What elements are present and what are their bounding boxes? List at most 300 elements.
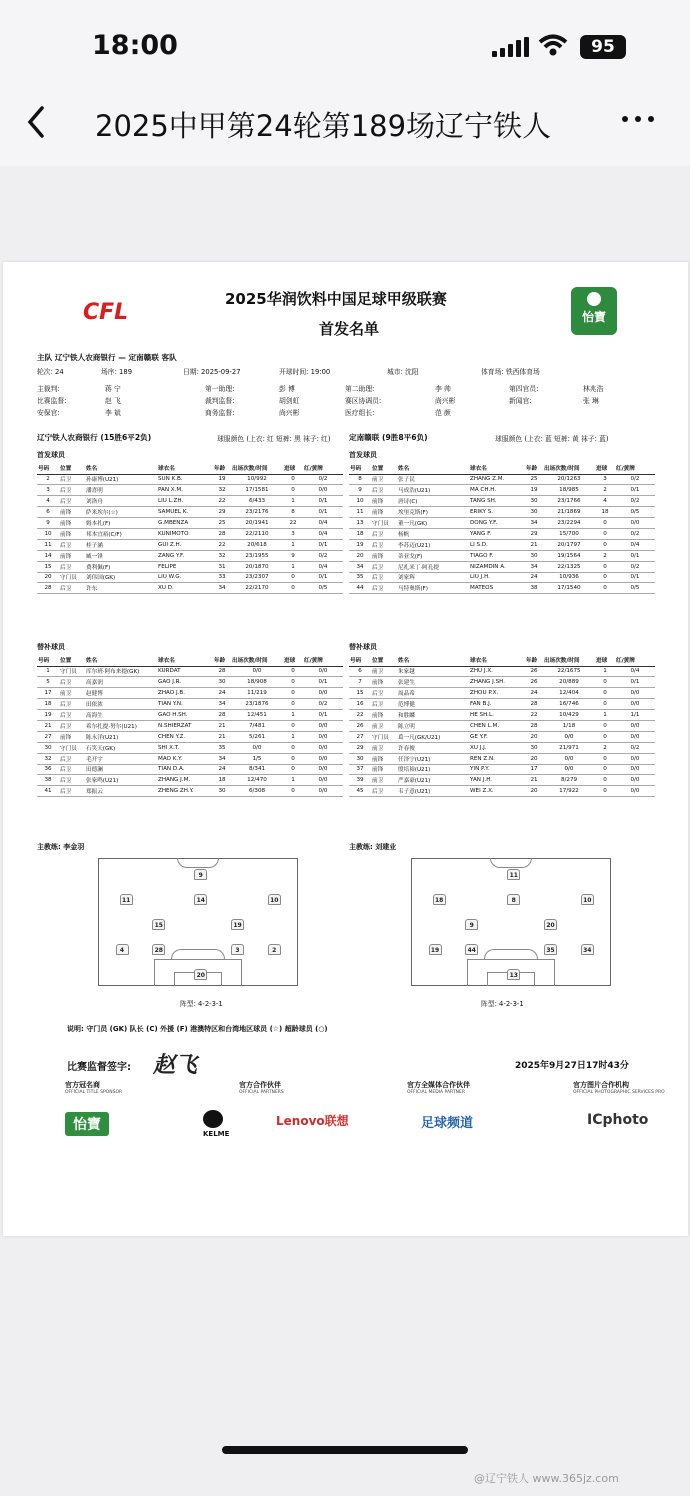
table-cell: 30	[525, 507, 543, 518]
table-row	[349, 677, 655, 688]
table-cell: 32	[213, 485, 231, 496]
table-row	[37, 550, 343, 561]
table-cell: 2	[595, 742, 615, 753]
table-cell: 前锋	[59, 550, 85, 561]
more-icon[interactable]	[622, 116, 654, 122]
document-title: 2025华润饮料中国足球甲级联赛	[225, 290, 447, 308]
table-cell: 前锋	[59, 731, 85, 742]
player-shirt-icon: 2	[268, 944, 281, 955]
table-cell: 0/0	[615, 518, 655, 529]
table-row	[349, 742, 655, 753]
table-cell: 38	[37, 775, 59, 786]
column-header: 红/黄牌	[615, 655, 655, 666]
table-cell: 19/1564	[543, 550, 595, 561]
player-shirt-icon: 20	[544, 919, 557, 930]
table-cell: 0/2	[615, 742, 655, 753]
table-row	[37, 583, 343, 594]
table-cell: 22	[213, 539, 231, 550]
table-cell: 34	[213, 699, 231, 710]
table-cell: 5/261	[231, 731, 283, 742]
table-cell: DONG Y.F.	[469, 518, 525, 529]
table-cell: 0/1	[303, 677, 343, 688]
table-cell: 33	[213, 572, 231, 583]
table-cell: 9	[349, 485, 371, 496]
table-cell: 0	[595, 720, 615, 731]
table-cell: 0/2	[615, 474, 655, 485]
table-cell: 2	[595, 550, 615, 561]
table-cell: 21	[213, 720, 231, 731]
table-cell: 高海生	[85, 710, 157, 721]
table-cell: 毛开宇	[85, 753, 157, 764]
table-cell: 前卫	[371, 474, 397, 485]
column-header: 姓名	[397, 463, 469, 474]
table-cell: 23/2294	[543, 518, 595, 529]
table-cell: 44	[349, 583, 371, 594]
table-cell: 12/451	[231, 710, 283, 721]
table-cell: 10	[349, 496, 371, 507]
table-cell: 守门员	[371, 518, 397, 529]
table-cell: 0/2	[303, 699, 343, 710]
table-cell: 0/0	[615, 775, 655, 786]
away-starters-table	[349, 463, 655, 594]
table-cell: 25	[525, 474, 543, 485]
table-cell: 30	[525, 550, 543, 561]
status-time: 18:00	[92, 30, 178, 61]
table-cell: 0/0	[303, 731, 343, 742]
table-cell: TIAGO F.	[469, 550, 525, 561]
player-shirt-icon: 11	[120, 894, 133, 905]
column-header: 进球	[283, 655, 303, 666]
table-cell: 库尔班·阿布来提(GK)	[85, 666, 157, 677]
table-cell: 13	[349, 518, 371, 529]
table-cell: 后卫	[59, 677, 85, 688]
table-cell: 2	[37, 474, 59, 485]
table-cell: 邦本宜裕(C/F)	[85, 528, 157, 539]
table-row	[349, 550, 655, 561]
table-cell: 14	[37, 550, 59, 561]
table-cell: 3	[283, 528, 303, 539]
column-header: 进球	[595, 463, 615, 474]
table-cell: 29	[349, 742, 371, 753]
table-cell: 0	[595, 688, 615, 699]
player-shirt-icon: 11	[507, 869, 520, 880]
table-cell: SUN K.B.	[157, 474, 213, 485]
table-cell: 1	[37, 666, 59, 677]
column-header: 红/黄牌	[615, 463, 655, 474]
official-label: 第二助理:	[345, 385, 375, 393]
table-cell: 前卫	[371, 666, 397, 677]
table-cell: 潘喜明	[85, 485, 157, 496]
table-cell: MA CH.H.	[469, 485, 525, 496]
home-formation-pitch	[98, 858, 298, 986]
table-cell: 许春俊	[397, 742, 469, 753]
table-cell: 刘伟国(GK)	[85, 572, 157, 583]
table-cell: 后卫	[371, 485, 397, 496]
partner-label-en: OFFICIAL TITLE SPONSOR	[65, 1090, 123, 1095]
table-cell: 田依浓	[85, 699, 157, 710]
sponsor-logo: 怡寶	[571, 287, 617, 335]
table-cell: 1/1	[615, 710, 655, 721]
table-cell: 6/308	[231, 786, 283, 797]
player-shirt-icon: 19	[429, 944, 442, 955]
table-cell: 3	[37, 485, 59, 496]
table-cell: 22	[525, 710, 543, 721]
table-cell: 唐诗(C)	[397, 496, 469, 507]
table-cell: 马成浩(U21)	[397, 485, 469, 496]
table-cell: 20	[37, 572, 59, 583]
table-row	[37, 699, 343, 710]
player-shirt-icon: 3	[231, 944, 244, 955]
match-info-item: 城市: 沈阳	[387, 368, 419, 376]
official-value: 张 琳	[583, 397, 599, 405]
table-row	[349, 764, 655, 775]
table-cell: 后卫	[59, 710, 85, 721]
table-cell: 15	[349, 688, 371, 699]
table-cell: 0/5	[615, 583, 655, 594]
table-row	[37, 753, 343, 764]
table-cell: ZHENG ZH.Y.	[157, 786, 213, 797]
penalty-arc	[484, 949, 538, 959]
table-cell: 20/1941	[231, 518, 283, 529]
table-cell: 后卫	[59, 474, 85, 485]
table-cell: 27	[349, 731, 371, 742]
table-row	[37, 764, 343, 775]
table-cell: 前卫	[371, 742, 397, 753]
table-cell: 0	[283, 677, 303, 688]
table-cell: 陈永洋(U21)	[85, 731, 157, 742]
table-cell: 17	[37, 688, 59, 699]
table-cell: 0/0	[615, 753, 655, 764]
official-label: 主裁判:	[37, 385, 60, 393]
away-formation: 阵型: 4-2-3-1	[481, 1000, 524, 1008]
table-cell: 35	[349, 572, 371, 583]
match-info-item: 开球时间: 19:00	[279, 368, 331, 376]
table-cell: 0	[283, 753, 303, 764]
battery-icon: 95	[580, 35, 626, 59]
table-cell: REN Z.N.	[469, 753, 525, 764]
table-cell: 0/0	[615, 731, 655, 742]
table-cell: ZHANG Z.M.	[469, 474, 525, 485]
match-info-item: 日期: 2025-09-27	[183, 368, 241, 376]
home-starters-label: 首发球员	[37, 451, 65, 459]
table-cell: 0	[595, 764, 615, 775]
table-cell: 0	[595, 699, 615, 710]
table-cell: GAO H.SH.	[157, 710, 213, 721]
table-cell: 23/1876	[231, 699, 283, 710]
table-cell: 0/4	[303, 528, 343, 539]
table-cell: 0/0	[231, 742, 283, 753]
table-cell: 19	[349, 539, 371, 550]
back-arrow-icon[interactable]	[20, 102, 56, 142]
table-cell: 0/0	[231, 666, 283, 677]
table-cell: 1/5	[231, 753, 283, 764]
table-cell: 0	[595, 786, 615, 797]
table-cell: 0/0	[615, 764, 655, 775]
table-cell: 0	[595, 753, 615, 764]
table-cell: 范博健	[397, 699, 469, 710]
table-cell: GAO J.R.	[157, 677, 213, 688]
table-cell: KUNIMOTO	[157, 528, 213, 539]
table-row	[349, 561, 655, 572]
official-label: 新闻官:	[509, 397, 532, 405]
table-cell: 11/219	[231, 688, 283, 699]
table-cell: 董一凡(GK)	[397, 518, 469, 529]
table-cell: 34	[525, 561, 543, 572]
table-cell: 30	[349, 753, 371, 764]
partner-label-en: OFFICIAL PHOTOGRAPHIC SERVICES PRO	[573, 1090, 665, 1095]
table-cell: 10/429	[543, 710, 595, 721]
table-cell: 45	[349, 786, 371, 797]
table-cell: 前锋	[59, 507, 85, 518]
table-cell: 1	[283, 539, 303, 550]
column-header: 出场次数/时间	[231, 463, 283, 474]
column-header: 号码	[349, 655, 371, 666]
official-label: 商务监督:	[205, 409, 235, 417]
table-cell: 8	[283, 507, 303, 518]
column-header: 红/黄牌	[303, 463, 343, 474]
table-cell: 0	[595, 583, 615, 594]
table-cell: 15/700	[543, 528, 595, 539]
table-row	[349, 699, 655, 710]
table-cell: 后卫	[59, 539, 85, 550]
table-cell: 34	[213, 753, 231, 764]
table-cell: 和胜麟	[397, 710, 469, 721]
table-cell: 1	[283, 710, 303, 721]
table-cell: 0/0	[303, 753, 343, 764]
table-cell: ERIKY S.	[469, 507, 525, 518]
table-cell: 守门员	[371, 731, 397, 742]
table-cell: 19	[37, 710, 59, 721]
column-header: 位置	[371, 463, 397, 474]
home-kit-colors: 球服颜色 (上衣: 红 短裤: 黑 袜子: 红)	[217, 435, 331, 443]
partner-label: 官方合作伙伴	[239, 1081, 281, 1089]
table-cell: 16/746	[543, 699, 595, 710]
table-cell: 17/1540	[543, 583, 595, 594]
table-cell: 1	[283, 731, 303, 742]
table-cell: 3	[595, 474, 615, 485]
partner-label: 官方冠名商	[65, 1081, 100, 1089]
table-cell: 32	[37, 753, 59, 764]
table-cell: 守门员	[59, 572, 85, 583]
page-title: 2025中甲第24轮第189场辽宁铁人	[95, 109, 552, 143]
table-cell: 21	[37, 720, 59, 731]
table-cell: 费利佩(F)	[85, 561, 157, 572]
table-cell: KURDAT	[157, 666, 213, 677]
table-cell: 0/0	[543, 764, 595, 775]
table-cell: 18	[595, 507, 615, 518]
away-subs-table	[349, 655, 655, 797]
table-cell: 前锋	[59, 518, 85, 529]
partner-label-en: OFFICIAL PARTNERS	[239, 1090, 284, 1095]
table-row	[37, 688, 343, 699]
table-cell: 0/1	[615, 485, 655, 496]
table-cell: 28	[213, 710, 231, 721]
table-cell: 0	[595, 539, 615, 550]
table-row	[37, 518, 343, 529]
table-row	[37, 775, 343, 786]
match-info-item: 体育场: 铁西体育场	[481, 368, 540, 376]
supervisor-signature: 赵飞	[153, 1052, 198, 1078]
table-cell: 11	[349, 507, 371, 518]
table-cell: SHI X.T.	[157, 742, 213, 753]
table-cell: 前卫	[371, 775, 397, 786]
table-cell: 0/2	[303, 474, 343, 485]
table-cell: 5	[37, 677, 59, 688]
away-team-name: 定南赣联 (9胜8平6负)	[349, 433, 428, 442]
cellular-signal-icon	[492, 37, 529, 57]
table-row	[349, 583, 655, 594]
table-cell: 0	[595, 572, 615, 583]
table-cell: ZHANG J.SH.	[469, 677, 525, 688]
table-cell: 许东	[85, 583, 157, 594]
table-cell: 0	[283, 583, 303, 594]
table-cell: 22	[283, 518, 303, 529]
table-cell: G.MBENZA	[157, 518, 213, 529]
table-row	[349, 572, 655, 583]
column-header: 进球	[595, 655, 615, 666]
table-cell: 20	[349, 550, 371, 561]
home-subs-label: 替补球员	[37, 643, 65, 651]
table-cell: 26	[349, 720, 371, 731]
table-cell: 0	[283, 786, 303, 797]
table-cell: GE Y.F.	[469, 731, 525, 742]
table-cell: 0/0	[303, 485, 343, 496]
table-cell: 37	[349, 764, 371, 775]
table-row	[349, 775, 655, 786]
table-cell: ZHOU P.X.	[469, 688, 525, 699]
player-shirt-icon: 18	[433, 894, 446, 905]
table-cell: 21/1869	[543, 507, 595, 518]
table-cell: GUI Z.H.	[157, 539, 213, 550]
table-cell: 19	[213, 474, 231, 485]
top-arc	[490, 858, 532, 868]
top-arc	[177, 858, 219, 868]
table-row	[37, 720, 343, 731]
column-header: 红/黄牌	[303, 655, 343, 666]
table-row	[37, 742, 343, 753]
table-cell: 0/0	[303, 786, 343, 797]
column-header: 位置	[59, 655, 85, 666]
table-cell: 后卫	[59, 699, 85, 710]
table-cell: 24	[213, 764, 231, 775]
table-cell: 34	[525, 518, 543, 529]
table-row	[349, 753, 655, 764]
table-cell: 6/433	[231, 496, 283, 507]
table-cell: 12/470	[231, 775, 283, 786]
table-row	[37, 677, 343, 688]
table-cell: TIAN D.A.	[157, 764, 213, 775]
away-formation-pitch	[411, 858, 611, 986]
table-row	[349, 485, 655, 496]
official-label: 医疗组长:	[345, 409, 375, 417]
table-cell: 8/279	[543, 775, 595, 786]
table-row	[37, 485, 343, 496]
table-row	[349, 710, 655, 721]
table-cell: 陈立明	[397, 720, 469, 731]
table-cell: LIU W.G.	[157, 572, 213, 583]
table-cell: 24	[213, 688, 231, 699]
player-shirt-icon: 4	[116, 944, 129, 955]
table-cell: ZHANG J.M.	[157, 775, 213, 786]
away-subs-label: 替补球员	[349, 643, 377, 651]
table-cell: 0/1	[615, 572, 655, 583]
table-cell: 1	[283, 496, 303, 507]
table-cell: 守门员	[59, 742, 85, 753]
table-cell: 18	[37, 699, 59, 710]
table-cell: 9	[283, 550, 303, 561]
player-shirt-icon: 28	[152, 944, 165, 955]
table-cell: TANG SH.	[469, 496, 525, 507]
partner-logo: ICphoto	[587, 1112, 649, 1128]
official-value: 尚兴彬	[435, 397, 456, 405]
player-shirt-icon: 13	[507, 969, 520, 980]
table-cell: 0/4	[303, 561, 343, 572]
table-cell: 希尔扎提·努尔(U21)	[85, 720, 157, 731]
penalty-arc	[171, 949, 225, 959]
table-cell: 0	[283, 666, 303, 677]
table-cell: 29	[525, 528, 543, 539]
player-shirt-icon: 15	[152, 919, 165, 930]
table-cell: 17/922	[543, 786, 595, 797]
table-cell: 4	[37, 496, 59, 507]
table-cell: 0/4	[615, 539, 655, 550]
table-row	[37, 528, 343, 539]
partner-label: 官方图片合作机构	[573, 1081, 629, 1089]
wifi-icon	[538, 33, 568, 57]
table-cell: 守门员	[59, 666, 85, 677]
partner-logo: KELME	[203, 1130, 230, 1138]
table-cell: 0/0	[303, 666, 343, 677]
table-cell: 21	[525, 775, 543, 786]
official-value: 彭 博	[279, 385, 295, 393]
player-shirt-icon: 34	[581, 944, 594, 955]
table-cell: 39	[349, 775, 371, 786]
matchup: 主队 辽宁铁人农商银行 — 定南赣联 客队	[37, 353, 177, 362]
table-cell: 10/936	[543, 572, 595, 583]
table-cell: 后卫	[59, 786, 85, 797]
official-value: 赵 飞	[105, 397, 121, 405]
match-info-item: 轮次: 24	[37, 368, 64, 376]
nav-bar	[0, 80, 690, 166]
table-cell: 30	[525, 496, 543, 507]
table-cell: 23/1955	[231, 550, 283, 561]
table-cell: 0/4	[303, 518, 343, 529]
column-header: 号码	[37, 463, 59, 474]
player-shirt-icon: 20	[194, 969, 207, 980]
table-cell: 后卫	[59, 775, 85, 786]
table-cell: 后卫	[371, 699, 397, 710]
table-cell: 41	[37, 786, 59, 797]
table-cell: LIU J.H.	[469, 572, 525, 583]
table-cell: 18/908	[231, 677, 283, 688]
table-cell: ZHAO J.B.	[157, 688, 213, 699]
cfl-logo: CFL	[83, 300, 129, 325]
table-cell: 郑振云	[85, 786, 157, 797]
table-cell: 0	[283, 699, 303, 710]
table-cell: 1	[283, 561, 303, 572]
official-label: 比赛监督:	[37, 397, 67, 405]
table-cell: FELIPE	[157, 561, 213, 572]
table-cell: 16	[349, 699, 371, 710]
table-cell: 20	[525, 731, 543, 742]
column-header: 球衣名	[157, 655, 213, 666]
table-cell: 0/2	[303, 550, 343, 561]
table-row	[349, 666, 655, 677]
official-label: 第四官员:	[509, 385, 539, 393]
table-cell: 萨米埃尔(☆)	[85, 507, 157, 518]
signed-date: 2025年9月27日17时43分	[515, 1061, 629, 1071]
table-cell: 0	[283, 742, 303, 753]
